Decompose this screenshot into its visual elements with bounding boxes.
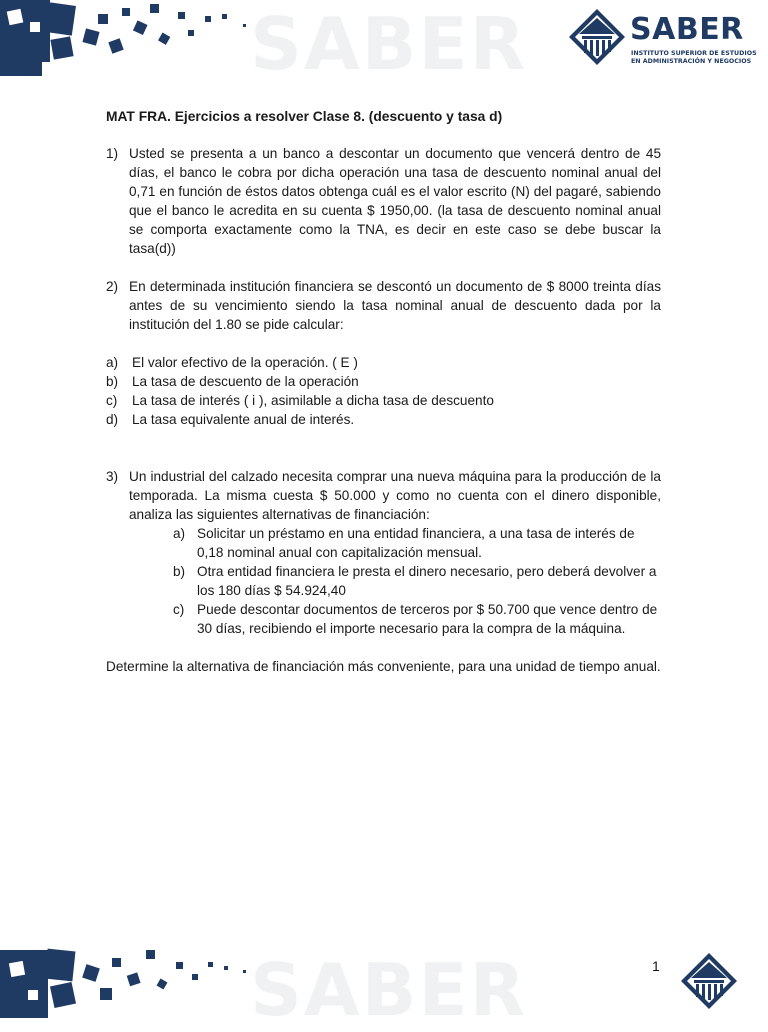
- saber-emblem-icon: [568, 8, 626, 66]
- item-letter: c): [173, 602, 185, 617]
- item-text: La tasa de descuento de la operación: [132, 374, 359, 389]
- page-header: [0, 0, 768, 86]
- item-text: Puede descontar documentos de terceros por $ 50.700 que vence dentro de 30 días, recibiendo el importe necesario para la compra de la máquina.: [197, 602, 658, 636]
- question-number: 2): [106, 279, 119, 294]
- page-footer: [0, 944, 768, 1032]
- question-text: En determinada institución financiera se descontó un documento de $ 8000 treinta días antes de su vencimiento siendo la tasa nominal anual de descuento dada por la institución del 1.80 se pide calcular:: [129, 279, 661, 332]
- item-letter: d): [106, 412, 119, 427]
- item-text: La tasa equivalente anual de interés.: [132, 412, 355, 427]
- document-body: [106, 107, 661, 676]
- question-2: [106, 277, 661, 334]
- list-item: [106, 391, 661, 410]
- saber-emblem-icon: [680, 952, 738, 1010]
- question-number: 1): [106, 146, 119, 161]
- item-text: El valor efectivo de la operación. ( E ): [132, 355, 358, 370]
- list-item: [106, 372, 661, 391]
- item-letter: a): [106, 355, 119, 370]
- item-letter: c): [106, 393, 118, 408]
- item-text: Otra entidad financiera le presta el dinero necesario, pero deberá devolver a los 180 días $ 54.924,40: [197, 564, 657, 598]
- page-number: 1: [652, 958, 660, 974]
- question-text: Un industrial del calzado necesita comprar una nueva máquina para la producción de la temporada. La misma cuesta $ 50.000 y como no cuenta con el dinero disponible, analiza las siguientes alternativas de financiación:: [129, 469, 661, 522]
- question-1: [106, 144, 661, 258]
- question-3-options: [106, 524, 661, 638]
- logo-wordmark: SABER: [630, 12, 744, 47]
- item-text: La tasa de interés ( i ), asimilable a dicha tasa de descuento: [132, 393, 494, 408]
- list-item: [106, 562, 661, 600]
- list-item: [106, 600, 661, 638]
- logo-tagline-line1: INSTITUTO SUPERIOR DE ESTUDIOS: [631, 50, 757, 57]
- question-text: Usted se presenta a un banco a descontar un documento que vencerá dentro de 45 días, el banco le cobra por dicha operación una tasa de descuento nominal anual del 0,71 en función de éstos datos obtenga cuál es el valor escrito (N) del pagaré, sabiendo que el banco le acredita en su cuenta $ 1950,00. (la tasa de descuento nominal anual se comporta exactamente como la TNA, es decir en este caso se debe buscar la tasa(d)): [129, 146, 661, 256]
- watermark-text: SABER: [250, 948, 528, 1032]
- question-2-items: [106, 353, 661, 429]
- conclusion-paragraph: Determine la alternativa de financiación más conveniente, para una unidad de tiempo anual.: [106, 659, 661, 674]
- logo-tagline-line2: EN ADMINISTRACIÓN Y NEGOCIOS: [631, 58, 752, 65]
- list-item: [106, 524, 661, 562]
- decorative-squares-pattern: [0, 0, 250, 80]
- watermark-text: SABER: [250, 2, 528, 86]
- item-letter: b): [106, 374, 119, 389]
- list-item: [106, 353, 661, 372]
- document-title: MAT FRA. Ejercicios a resolver Clase 8. (descuento y tasa d): [106, 109, 503, 124]
- question-number: 3): [106, 469, 119, 484]
- item-letter: a): [173, 526, 186, 541]
- question-3: [106, 467, 661, 524]
- item-letter: b): [173, 564, 186, 579]
- list-item: [106, 410, 661, 429]
- saber-logo: [568, 8, 757, 68]
- decorative-squares-pattern: [0, 944, 250, 1024]
- item-text: Solicitar un préstamo en una entidad financiera, a una tasa de interés de 0,18 nominal anual con capitalización mensual.: [197, 526, 635, 560]
